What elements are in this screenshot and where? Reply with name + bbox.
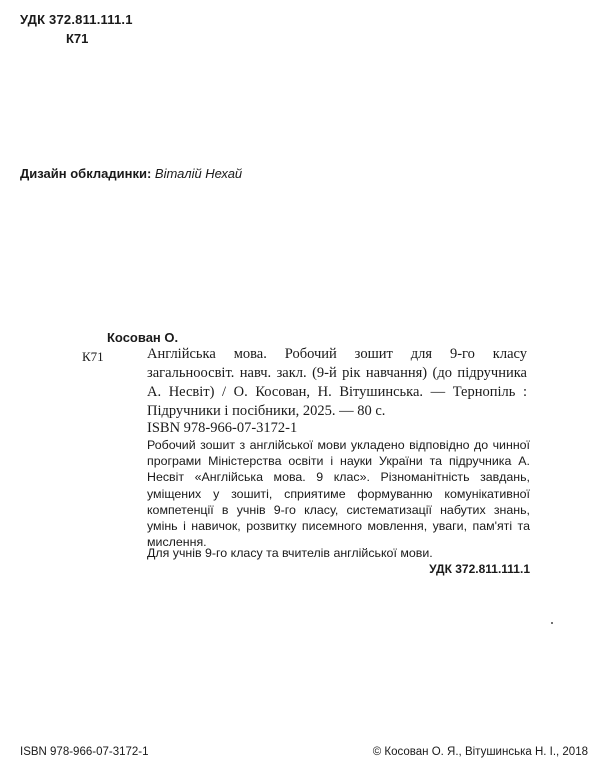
designer-name: Віталій Нехай bbox=[154, 166, 243, 181]
entry-author: Косован О. bbox=[107, 330, 179, 345]
udk-code-bottom: УДК 372.811.111.1 bbox=[429, 562, 530, 576]
designer-label: Дизайн обкладинки: bbox=[20, 166, 152, 181]
print-speck bbox=[551, 622, 553, 624]
bibliographic-description: Англійська мова. Робочий зошит для 9-го класу загальноосвіт. навч. закл. (9-й рік навчання) (до підручника А. Несвіт) / О. Косован, Н. Вітушинська. — Тернопіль : Підручники і посібники, 2025. — 80 с. bbox=[147, 346, 527, 419]
audience-note: Для учнів 9-го класу та вчителів англійської мови. bbox=[147, 546, 433, 560]
annotation: Робочий зошит з англійської мови укладено відповідно до чинної програми Міністерства освіти і науки України та підручника А. Несвіт «Англійська мова. 9 клас». Різноманітність завдань, уміщених у зошиті, сприятиме формуванню комунікативної компетенції в учнів 9-го класу, систематизації набутих знань, умінь і навичок, розвитку писемного мовлення, уваги, пам'яті та мислення. bbox=[147, 438, 530, 550]
footer-copyright: © Косован О. Я., Вітушинська Н. І., 2018 bbox=[372, 746, 588, 758]
cover-designer-credit bbox=[20, 166, 242, 181]
entry-isbn: ISBN 978-966-07-3172-1 bbox=[147, 420, 298, 436]
author-mark-top: К71 bbox=[66, 31, 89, 46]
entry-author-mark: К71 bbox=[82, 349, 104, 364]
udk-code-top: УДК 372.811.111.1 bbox=[20, 12, 133, 27]
footer-isbn: ISBN 978-966-07-3172-1 bbox=[20, 746, 149, 758]
